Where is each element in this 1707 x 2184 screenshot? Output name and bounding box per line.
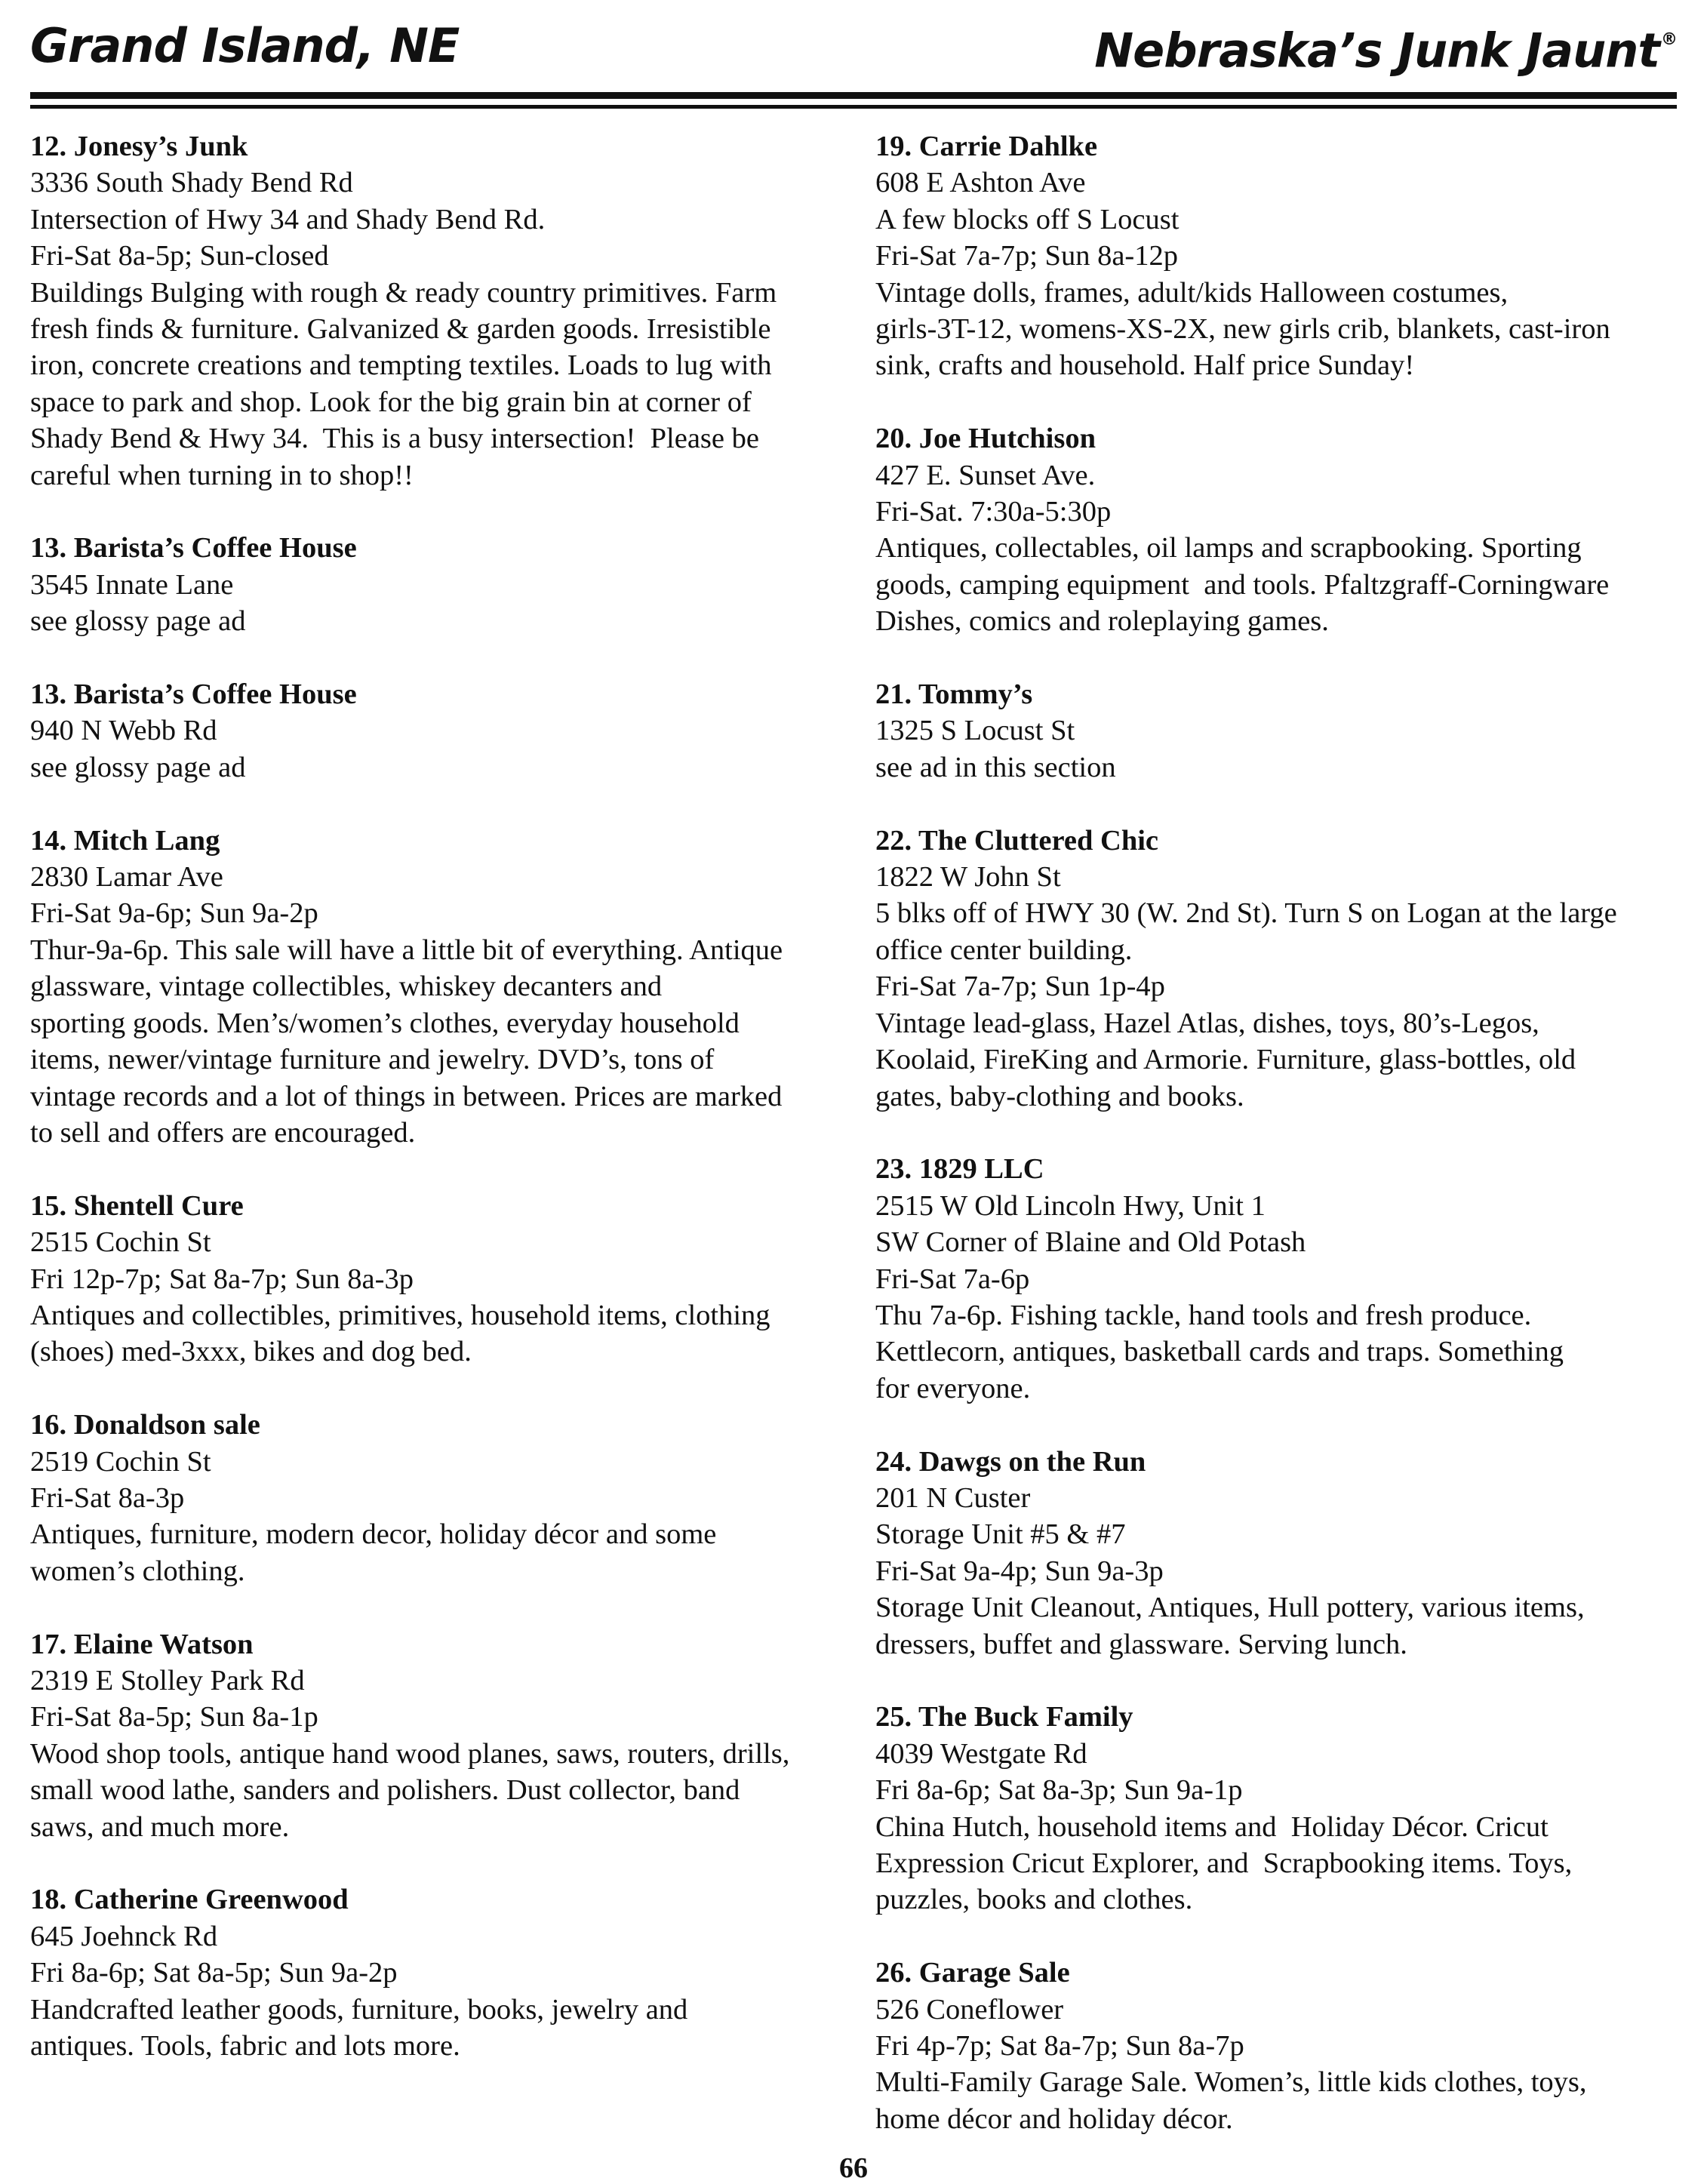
listing-line: Fri-Sat 8a-5p; Sun-closed <box>30 240 329 272</box>
listing-line: sporting goods. Men’s/women’s clothes, everyday household <box>30 1007 740 1039</box>
left-column <box>30 128 841 2101</box>
listing-line: 1822 W John St <box>875 861 1061 894</box>
listing-title: 24. Dawgs on the Run <box>875 1445 1146 1478</box>
listing-line: puzzles, books and clothes. <box>875 1884 1193 1916</box>
listing-title: 21. Tommy’s <box>875 678 1033 711</box>
header-rule-thick <box>30 92 1677 99</box>
publication-title-text: Nebraska’s Junk Jaunt <box>1094 23 1659 78</box>
page-number: 66 <box>839 2152 868 2184</box>
listing-line: 2515 Cochin St <box>30 1226 211 1259</box>
listing-title: 16. Donaldson sale <box>30 1409 260 1441</box>
listing-line: 2519 Cochin St <box>30 1445 211 1478</box>
listing-line: Kettlecorn, antiques, basketball cards and traps. Something <box>875 1336 1564 1368</box>
listing-line: for everyone. <box>875 1372 1031 1404</box>
listing-title: 14. Mitch Lang <box>30 824 220 857</box>
listing-line: sink, crafts and household. Half price Sunday! <box>875 349 1415 382</box>
city-title: Grand Island, NE <box>30 18 460 73</box>
listing-line: 608 E Ashton Ave <box>875 167 1086 199</box>
listing-line: Fri 8a-6p; Sat 8a-5p; Sun 9a-2p <box>30 1957 398 1989</box>
listing-line: Vintage dolls, frames, adult/kids Halloween costumes, <box>875 276 1509 309</box>
registered-mark: ® <box>1661 30 1677 49</box>
header-rule-thin <box>30 105 1677 109</box>
listing-line: Shady Bend & Hwy 34. This is a busy intersection! Please be <box>30 423 759 455</box>
listing-title: 13. Barista’s Coffee House <box>30 532 357 564</box>
listing-line: Expression Cricut Explorer, and Scrapbooking items. Toys, <box>875 1847 1573 1879</box>
listing-line: Fri-Sat 8a-5p; Sun 8a-1p <box>30 1701 318 1733</box>
listing-line: Fri-Sat 7a-7p; Sun 8a-12p <box>875 240 1178 272</box>
listing-line: Fri-Sat 9a-4p; Sun 9a-3p <box>875 1555 1164 1587</box>
listing-line: items, newer/vintage furniture and jewelry. DVD’s, tons of <box>30 1044 715 1076</box>
listing-title: 15. Shentell Cure <box>30 1189 244 1222</box>
listing-entry <box>30 1188 841 1370</box>
listing-line: 940 N Webb Rd <box>30 715 217 747</box>
listing-title: 23. 1829 LLC <box>875 1153 1044 1186</box>
listing-line: to sell and offers are encouraged. <box>30 1116 416 1149</box>
listing-line: 201 N Custer <box>875 1481 1031 1514</box>
listing-title: 18. Catherine Greenwood <box>30 1884 349 1916</box>
listing-title: 17. Elaine Watson <box>30 1628 254 1660</box>
listing-line: Fri-Sat 7a-6p <box>875 1263 1030 1295</box>
listing-line: 3336 South Shady Bend Rd <box>30 167 353 199</box>
listing-line: 427 E. Sunset Ave. <box>875 459 1096 491</box>
listing-line: 2515 W Old Lincoln Hwy, Unit 1 <box>875 1189 1266 1222</box>
listing-line: Wood shop tools, antique hand wood planes, saws, routers, drills, <box>30 1737 790 1770</box>
listing-line: 645 Joehnck Rd <box>30 1920 218 1952</box>
listing-entry <box>30 676 841 786</box>
listing-line: 4039 Westgate Rd <box>875 1737 1087 1770</box>
listing-line: space to park and shop. Look for the big grain bin at corner of <box>30 386 752 418</box>
listing-line: Thur-9a-6p. This sale will have a little bit of everything. Antique <box>30 934 783 966</box>
listing-line: goods, camping equipment and tools. Pfaltzgraff-Corningware <box>875 568 1610 601</box>
listing-line: Koolaid, FireKing and Armorie. Furniture, glass-bottles, old <box>875 1044 1576 1076</box>
listing-entry <box>30 823 841 1152</box>
listing-entry <box>875 1955 1683 2137</box>
listing-line: Dishes, comics and roleplaying games. <box>875 605 1329 638</box>
listing-line: vintage records and a lot of things in between. Prices are marked <box>30 1080 783 1112</box>
listing-line: 3545 Innate Lane <box>30 568 234 601</box>
listing-line: girls-3T-12, womens-XS-2X, new girls crib, blankets, cast-iron <box>875 313 1610 346</box>
listing-line: 2830 Lamar Ave <box>30 861 223 894</box>
listing-entry <box>30 1407 841 1589</box>
listing-entry <box>30 1881 841 2064</box>
listing-line: Storage Unit Cleanout, Antiques, Hull pottery, various items, <box>875 1592 1585 1624</box>
listing-line: small wood lathe, sanders and polishers. Dust collector, band <box>30 1774 740 1807</box>
listing-title: 22. The Cluttered Chic <box>875 824 1159 857</box>
listing-line: glassware, vintage collectibles, whiskey decanters and <box>30 970 663 1003</box>
listing-line: Fri 12p-7p; Sat 8a-7p; Sun 8a-3p <box>30 1263 414 1295</box>
listing-entry <box>30 1626 841 1845</box>
listing-line: 526 Coneflower <box>875 1993 1064 2026</box>
listing-line: China Hutch, household items and Holiday Décor. Cricut <box>875 1810 1549 1843</box>
listing-line: Handcrafted leather goods, furniture, books, jewelry and <box>30 1993 688 2026</box>
listing-line: see glossy page ad <box>30 751 246 783</box>
listing-entry <box>875 1444 1683 1663</box>
listing-entry <box>875 676 1683 786</box>
listing-line: see ad in this section <box>875 751 1116 783</box>
listing-title: 12. Jonesy’s Junk <box>30 131 248 162</box>
listing-line: Fri 4p-7p; Sat 8a-7p; Sun 8a-7p <box>875 2030 1244 2062</box>
listing-title: 20. Joe Hutchison <box>875 423 1096 455</box>
listing-line: dressers, buffet and glassware. Serving lunch. <box>875 1628 1407 1660</box>
listing-line: Fri-Sat 7a-7p; Sun 1p-4p <box>875 970 1165 1003</box>
listing-line: Buildings Bulging with rough & ready country primitives. Farm <box>30 276 777 309</box>
listing-entry <box>875 1699 1683 1918</box>
listing-title: 13. Barista’s Coffee House <box>30 678 357 711</box>
right-column <box>875 128 1683 2174</box>
listing-line: (shoes) med-3xxx, bikes and dog bed. <box>30 1336 472 1368</box>
listing-line: Antiques, furniture, modern decor, holiday décor and some <box>30 1518 717 1551</box>
listing-line: SW Corner of Blaine and Old Potash <box>875 1226 1306 1259</box>
listing-line: 1325 S Locust St <box>875 715 1075 747</box>
listing-line: fresh finds & furniture. Galvanized & garden goods. Irresistible <box>30 313 771 346</box>
listing-entry <box>875 823 1683 1115</box>
listing-line: Antiques and collectibles, primitives, household items, clothing <box>30 1299 770 1331</box>
listing-line: Fri 8a-6p; Sat 8a-3p; Sun 9a-1p <box>875 1774 1243 1807</box>
listing-line: home décor and holiday décor. <box>875 2102 1233 2135</box>
listing-title: 26. Garage Sale <box>875 1957 1070 1989</box>
listing-line: Fri-Sat 9a-6p; Sun 9a-2p <box>30 897 318 930</box>
listing-line: antiques. Tools, fabric and lots more. <box>30 2030 460 2062</box>
listing-entry <box>30 530 841 639</box>
listing-entry <box>875 420 1683 639</box>
listing-title: 25. The Buck Family <box>875 1701 1133 1733</box>
listing-line: iron, concrete creations and tempting textiles. Loads to lug with <box>30 349 772 382</box>
publication-title <box>1094 12 1677 85</box>
listing-title: 19. Carrie Dahlke <box>875 131 1098 162</box>
listing-line: Intersection of Hwy 34 and Shady Bend Rd. <box>30 203 546 235</box>
listing-entry <box>875 1151 1683 1407</box>
listing-line: 5 blks off of HWY 30 (W. 2nd St). Turn S on Logan at the large <box>875 897 1617 930</box>
listing-line: Fri-Sat 8a-3p <box>30 1481 185 1514</box>
listing-entry <box>30 128 841 494</box>
listing-line: Fri-Sat. 7:30a-5:30p <box>875 496 1112 528</box>
page-header <box>30 12 1677 80</box>
listing-line: see glossy page ad <box>30 605 246 638</box>
listing-line: women’s clothing. <box>30 1555 245 1587</box>
listing-line: saws, and much more. <box>30 1810 290 1843</box>
listing-line: Antiques, collectables, oil lamps and scrapbooking. Sporting <box>875 532 1582 564</box>
listing-line: A few blocks off S Locust <box>875 203 1180 235</box>
listing-line: Multi-Family Garage Sale. Women’s, little kids clothes, toys, <box>875 2066 1587 2099</box>
listing-line: Thu 7a-6p. Fishing tackle, hand tools and fresh produce. <box>875 1299 1532 1331</box>
listing-line: careful when turning in to shop!! <box>30 459 414 491</box>
listing-line: gates, baby-clothing and books. <box>875 1080 1244 1112</box>
listing-line: office center building. <box>875 934 1133 966</box>
listing-line: Storage Unit #5 & #7 <box>875 1518 1126 1551</box>
listing-entry <box>875 128 1683 384</box>
listing-line: Vintage lead-glass, Hazel Atlas, dishes, toys, 80’s-Legos, <box>875 1007 1539 1039</box>
listing-line: 2319 E Stolley Park Rd <box>30 1664 305 1696</box>
